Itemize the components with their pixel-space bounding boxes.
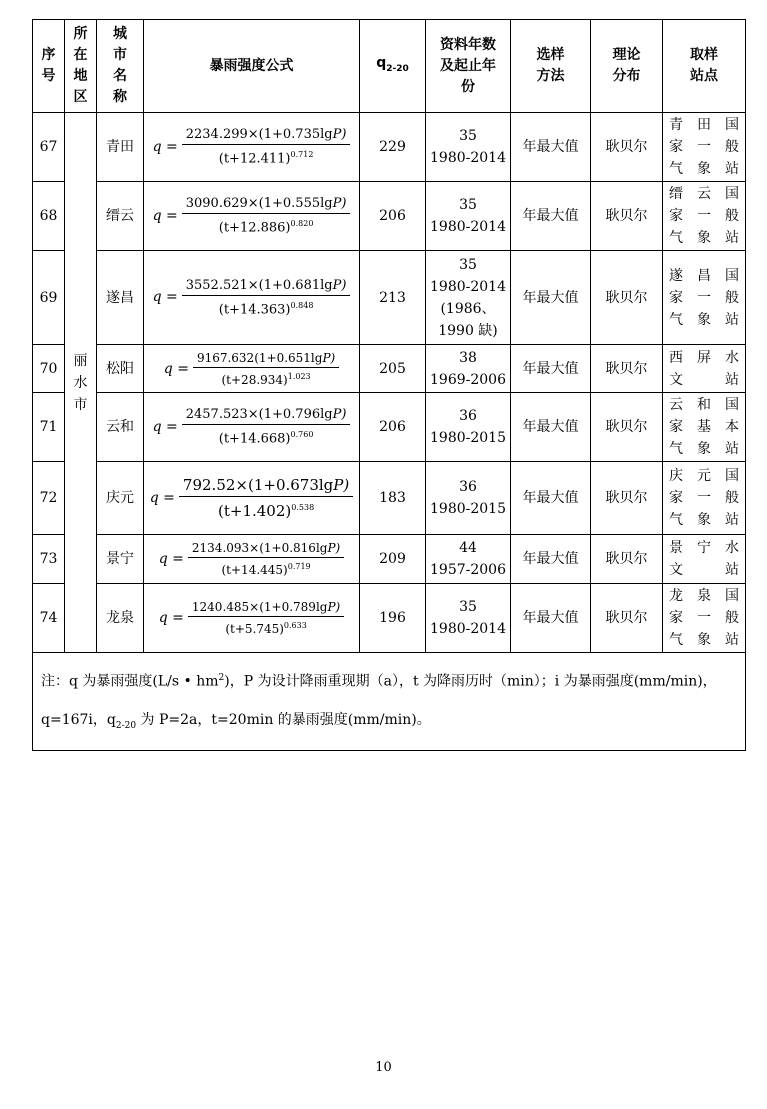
header-region: 所 在 地 区: [65, 20, 97, 113]
rainfall-intensity-table: [32, 19, 746, 751]
cell-station: 遂 昌 国 家 一 般 气象站: [663, 251, 746, 345]
cell-city: 庆元: [97, 462, 144, 535]
cell-years: 36 1980-2015: [426, 462, 511, 535]
cell-years: 44 1957-2006: [426, 535, 511, 584]
table-row: [33, 584, 746, 653]
cell-years: 35 1980-2014: [426, 113, 511, 182]
table-note-row: [33, 653, 746, 751]
cell-formula: q = $\frac{2234.299\times(1+0.735\lg P)}{(t+12.411)^{0.712}}$: [144, 113, 360, 182]
table-row: [33, 393, 746, 462]
cell-method: 年最大值: [511, 345, 591, 393]
cell-method: 年最大值: [511, 182, 591, 251]
cell-distribution: 耿贝尔: [591, 584, 663, 653]
cell-station: 庆 元 国 家 一 般 气象站: [663, 462, 746, 535]
cell-method: 年最大值: [511, 584, 591, 653]
page-number: 10: [375, 1060, 392, 1075]
cell-station: 西 屏 水 文站: [663, 345, 746, 393]
cell-q2-20: 229: [360, 113, 426, 182]
table-row: [33, 345, 746, 393]
cell-distribution: 耿贝尔: [591, 462, 663, 535]
cell-method: 年最大值: [511, 462, 591, 535]
cell-distribution: 耿贝尔: [591, 535, 663, 584]
cell-station: 缙 云 国 家 一 般 气象站: [663, 182, 746, 251]
cell-city: 松阳: [97, 345, 144, 393]
header-distribution: 理论 分布: [591, 20, 663, 113]
cell-years: 38 1969-2006: [426, 345, 511, 393]
table-header-row: [33, 20, 746, 113]
cell-q2-20: 183: [360, 462, 426, 535]
cell-q2-20: 209: [360, 535, 426, 584]
cell-formula: q = $\frac{3552.521\times(1+0.681\lg P)}{(t+14.363)^{0.848}}$: [144, 251, 360, 345]
cell-formula: q = $\frac{1240.485\times(1+0.789\lg P)}{(t+5.745)^{0.633}}$: [144, 584, 360, 653]
header-method: 选样 方法: [511, 20, 591, 113]
cell-seq: 73: [33, 535, 65, 584]
cell-seq: 67: [33, 113, 65, 182]
cell-city: 龙泉: [97, 584, 144, 653]
cell-method: 年最大值: [511, 535, 591, 584]
cell-q2-20: 206: [360, 393, 426, 462]
cell-years: 35 1980-2014: [426, 584, 511, 653]
cell-distribution: 耿贝尔: [591, 345, 663, 393]
table-note: 注：q 为暴雨强度(L/s • $hm^2$)，P 为设计降雨重现期（a），t 为降雨历时（min）；i 为暴雨强度(mm/min)， q=167i，$q_{2-20}$ 为 P=2a，t=20min 的暴雨强度(mm/min)。: [33, 653, 746, 751]
table-row: [33, 182, 746, 251]
cell-seq: 72: [33, 462, 65, 535]
cell-station: 云 和 国 家 基 本 气象站: [663, 393, 746, 462]
cell-station: 青 田 国 家 一 般 气象站: [663, 113, 746, 182]
cell-region: 丽 水 市: [65, 113, 97, 653]
cell-method: 年最大值: [511, 393, 591, 462]
table-row: [33, 113, 746, 182]
header-city: 城 市 名 称: [97, 20, 144, 113]
cell-formula: q = $\frac{9167.632(1+0.651\lg P)}{(t+28.934)^{1.023}}$: [144, 345, 360, 393]
cell-distribution: 耿贝尔: [591, 182, 663, 251]
cell-method: 年最大值: [511, 113, 591, 182]
cell-city: 景宁: [97, 535, 144, 584]
cell-seq: 68: [33, 182, 65, 251]
cell-q2-20: 213: [360, 251, 426, 345]
cell-seq: 69: [33, 251, 65, 345]
cell-city: 云和: [97, 393, 144, 462]
header-station: 取样 站点: [663, 20, 746, 113]
cell-years: 35 1980-2014 (1986、 1990 缺): [426, 251, 511, 345]
cell-city: 遂昌: [97, 251, 144, 345]
cell-station: 景 宁 水 文站: [663, 535, 746, 584]
cell-seq: 71: [33, 393, 65, 462]
cell-q2-20: 206: [360, 182, 426, 251]
cell-city: 缙云: [97, 182, 144, 251]
cell-city: 青田: [97, 113, 144, 182]
cell-station: 龙 泉 国 家 一 般 气象站: [663, 584, 746, 653]
cell-q2-20: 205: [360, 345, 426, 393]
cell-seq: 74: [33, 584, 65, 653]
table-row: [33, 535, 746, 584]
header-seq: 序 号: [33, 20, 65, 113]
cell-distribution: 耿贝尔: [591, 113, 663, 182]
cell-formula: q = $\frac{3090.629\times(1+0.555\lg P)}{(t+12.886)^{0.820}}$: [144, 182, 360, 251]
cell-years: 36 1980-2015: [426, 393, 511, 462]
cell-distribution: 耿贝尔: [591, 393, 663, 462]
header-years: 资料年数 及起止年 份: [426, 20, 511, 113]
cell-seq: 70: [33, 345, 65, 393]
header-formula: 暴雨强度公式: [144, 20, 360, 113]
table-row: [33, 462, 746, 535]
cell-formula: q = $\frac{792.52\times(1+0.673\lg P)}{(t+1.402)^{0.538}}$: [144, 462, 360, 535]
cell-method: 年最大值: [511, 251, 591, 345]
table-row: [33, 251, 746, 345]
cell-formula: q = $\frac{2457.523\times(1+0.796\lg P)}{(t+14.668)^{0.760}}$: [144, 393, 360, 462]
header-q2-20: $q_{2-20}$: [360, 20, 426, 113]
cell-q2-20: 196: [360, 584, 426, 653]
cell-years: 35 1980-2014: [426, 182, 511, 251]
cell-distribution: 耿贝尔: [591, 251, 663, 345]
cell-formula: q = $\frac{2134.093\times(1+0.816\lg P)}{(t+14.445)^{0.719}}$: [144, 535, 360, 584]
